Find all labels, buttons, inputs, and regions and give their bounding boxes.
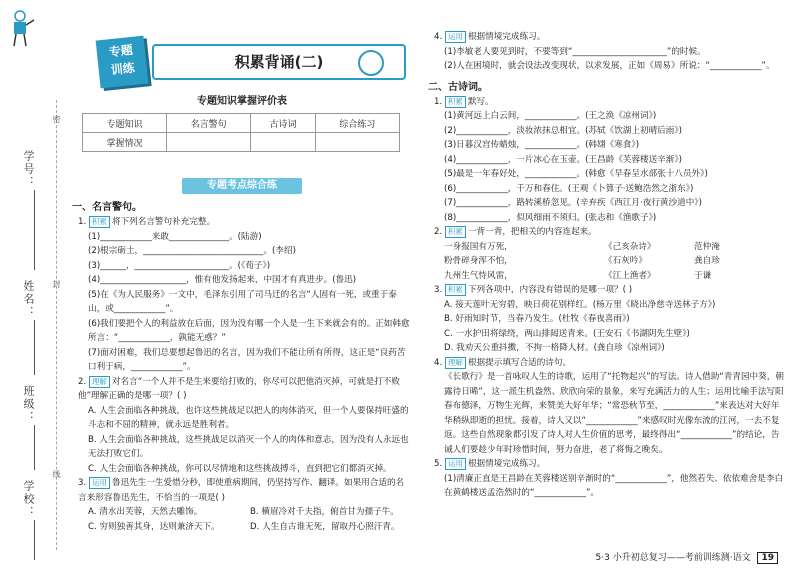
match-item[interactable]: 《己亥杂诗》 — [604, 241, 656, 252]
question-text: 2. 积累 一背一背，把相关的内容连起来。 — [434, 227, 597, 237]
poem-item: (1)黄河远上白云间，____________。(王之涣《凉州词》) — [444, 111, 657, 121]
choice-option[interactable]: B. 横眉冷对千夫指，俯首甘为孺子牛。 — [250, 507, 399, 517]
match-item[interactable]: 一身报国有万死， — [444, 241, 513, 252]
choice-option[interactable]: A. 接天莲叶无穷碧，映日荷花别样红。(杨万里《晓出净慈寺送林子方》) — [444, 299, 716, 310]
poem-item: (2)____________，淡妆浓抹总相宜。(苏轼《饮湖上初晴后雨》) — [444, 125, 683, 136]
question-item: (5)在《为人民服务》一文中，毛泽东引用了司马迁的名言“人固有一死，或重于泰山，或____________”。 — [88, 289, 397, 314]
question-text: 2. 理解 对名言“一个人并不是生来要给打败的，你尽可以把他消灭掉，可就是打不败他”理解正确的是哪一项？( ) — [78, 376, 400, 401]
poem-item: (5)最是一年春好处，____________。(韩愈《早春呈水部张十八员外》) — [444, 169, 708, 179]
poem-item: (8)____________，似风细雨不须归。(张志和《渔歌子》) — [444, 212, 657, 223]
page-header — [72, 30, 412, 90]
choice-option[interactable]: A. 人生会面临各种挑战，也许这些挑战足以把人的肉体消灭，但一个人要保持旺盛的斗志和不屈的精神，就永远是胜利者。 — [88, 405, 409, 430]
question-item: (1)____________来敢______________。(陆游) — [88, 231, 262, 242]
question-type-tag: 积累 — [445, 284, 466, 296]
table-cell: 掌握情况 — [83, 133, 167, 152]
poem-item: (6)____________，千万和春住。(王观《卜算子·送鲍浩然之浙东》) — [444, 183, 694, 194]
question-type-tag: 运用 — [89, 477, 110, 489]
match-item[interactable]: 范仲淹 — [694, 241, 720, 252]
choice-option[interactable]: C. 穷则独善其身，达则兼济天下。 — [88, 521, 220, 532]
name-field[interactable] — [34, 320, 35, 375]
question-text: 3. 运用 鲁迅先生一生爱惜分秒，即使重病期间，仍坚持写作、翻译。如果用合适的名言来形容鲁迅先生，不恰当的一项是( ) — [78, 478, 405, 503]
question-item: (7)面对困难，我们总要想起鲁迅的名言，因为我们不能让所有所得，这正是“良药苦口利于病，____________”。 — [88, 347, 406, 372]
poem-item: (3)日暮汉宫传蜡烛，____________。(韩翃《寒食》) — [444, 140, 640, 150]
question-type-tag: 积累 — [445, 226, 466, 238]
section-heading: 二、古诗词。 — [428, 81, 488, 93]
question-type-tag: 运用 — [445, 458, 466, 470]
question-item: (1)清廉正直是王昌龄在芙蓉楼送别辛渐时的“____________”，他然若失、依依难舍是李白在黄鹤楼送孟浩然时的“____________”。 — [444, 473, 784, 498]
match-item[interactable]: 于谦 — [694, 270, 712, 281]
choice-option[interactable]: A. 清水出芙蓉，天然去雕饰。 — [88, 507, 203, 517]
school-field[interactable] — [34, 520, 35, 560]
choice-option[interactable]: C. 人生会面临各种挑战，你可以尽情地和这些挑战搏斗，直到把它们都消灭掉。 — [88, 463, 392, 474]
footer-text: 5·3 小升初总复习——考前训练测·语文 — [595, 553, 751, 563]
section-ribbon: 专题考点综合练 — [182, 178, 302, 194]
choice-row — [78, 520, 412, 535]
question-type-tag: 积累 — [89, 216, 110, 228]
question-text: 1. 积累 将下列名言警句补充完整。 — [78, 217, 216, 227]
left-column — [72, 30, 412, 534]
choice-row — [78, 505, 412, 520]
choice-option[interactable]: B. 人生会面临各种挑战，这些挑战足以消灭一个人的肉体和意志，因为没有人永远也无法打败它们。 — [88, 434, 409, 459]
table-row — [83, 133, 400, 152]
question-item: (6)我们要把个人的利益放在后面，因为没有哪一个人是一生下来就会有的。正如韩愈所言：“____________，孰能无惑？” — [88, 318, 410, 343]
match-row — [434, 254, 788, 269]
topic-badge — [96, 36, 149, 89]
cut-mark: 封 — [52, 280, 61, 288]
student-figure-icon — [5, 8, 35, 48]
eval-table — [82, 113, 400, 152]
table-cell[interactable] — [251, 133, 316, 152]
page-footer — [596, 550, 778, 564]
match-row — [434, 240, 788, 255]
page-number: 19 — [757, 552, 778, 564]
poem-item: (7)____________，路转溪桥忽见。(辛弃疾《西江月·夜行黄沙道中》) — [444, 198, 702, 208]
passage-text: 《长歌行》是一首咏叹人生的诗歌，运用了“托物起兴”的写法。诗人借助“青青园中葵，朝露待日晞”，这一派生机盎然、欣欣向荣的景象，来写充满活力的人生；运用比喻手法写阳春布德泽，万物生光辉，来赞美大好年华；“常恐秋节至，____________”来表达对大好年华稍纵即逝的担忧。接着，诗人又以“____________”来感叹时光像东流的江河，一去不复返。这些自然现象都引发了诗人对人生价值的思考，最终得出“____________”的结论，告诫人们要趁少年时珍惜时间，努力奋进，老了将悔之晚矣。 — [444, 372, 784, 455]
right-column — [428, 30, 788, 501]
match-item[interactable]: 粉骨碎身浑不怕， — [444, 256, 513, 266]
table-cell: 名言警句 — [167, 114, 251, 133]
cut-line — [56, 100, 57, 550]
match-item[interactable]: 《石灰吟》 — [604, 256, 647, 266]
question-text: 5. 运用 根据情境完成练习。 — [434, 459, 546, 469]
choice-option[interactable]: D. 人生自古谁无死，留取丹心照汗青。 — [250, 521, 400, 532]
student-id-label: 学号： — [22, 150, 35, 189]
question-text: 4. 运用 根据情境完成练习。 — [434, 32, 546, 42]
cut-mark: 线 — [52, 470, 61, 478]
question-item: (2)人在困境时，就会设法改变现状，以求发展，正如《周易》所说：“____________”。 — [444, 61, 775, 71]
question-text: 3. 积累 下列各项中，内容没有错误的是哪一项？( ) — [434, 285, 633, 295]
question-type-tag: 理解 — [89, 376, 110, 388]
match-item[interactable]: 《江上渔者》 — [604, 270, 656, 281]
question-text: 1. 积累 默写。 — [434, 96, 494, 107]
class-field[interactable] — [34, 425, 35, 470]
class-label: 班级： — [22, 385, 35, 424]
page-title: 积累背诵(二) — [152, 44, 406, 80]
match-item[interactable]: 九州生气恃风雷， — [444, 270, 513, 281]
table-cell: 专题知识 — [83, 114, 167, 133]
question-item: (1)李敏老人要见到时，不要等到“______________________”的时候。 — [444, 46, 706, 57]
table-row — [83, 114, 400, 133]
table-cell[interactable] — [315, 133, 399, 152]
question-text: 4. 理解 根据提示填写合适的诗句。 — [434, 357, 572, 368]
question-item: (4)____________________，惟有他发扬起来，中国才有真进步。(鲁迅) — [88, 275, 357, 285]
match-item[interactable]: 龚自珍 — [694, 256, 720, 266]
cut-mark: 密 — [52, 115, 61, 123]
question-type-tag: 运用 — [445, 31, 466, 43]
match-row — [434, 269, 788, 284]
badge-line: 训练 — [110, 60, 136, 78]
choice-option[interactable]: B. 好雨知时节，当春乃发生。(杜牧《春夜喜雨》) — [444, 314, 630, 324]
alarm-clock-icon — [358, 50, 384, 76]
question-item: (3)______，______________________。(《荀子》) — [88, 260, 271, 271]
table-cell: 古诗词 — [251, 114, 316, 133]
choice-option[interactable]: D. 我劝天公重抖擞，不拘一格降人材。(龚自珍《凉州词》) — [444, 343, 665, 353]
question-type-tag: 积累 — [445, 96, 466, 108]
eval-table-title: 专题知识掌握评价表 — [197, 96, 287, 107]
poem-item: (4)____________，一片冰心在玉壶。(王昌龄《芙蓉楼送辛渐》) — [444, 154, 683, 165]
choice-option[interactable]: C. 一水护田将绿绕，两山排闼送青来。(王安石《书湖阴先生壁》) — [444, 328, 690, 339]
section-heading: 一、名言警句。 — [72, 202, 142, 213]
binding-margin — [0, 0, 70, 572]
name-label: 姓名： — [22, 280, 35, 319]
table-cell: 综合练习 — [315, 114, 399, 133]
badge-line: 专题 — [108, 42, 134, 60]
student-id-field[interactable] — [34, 190, 35, 270]
question-type-tag: 理解 — [445, 357, 466, 369]
table-cell[interactable] — [167, 133, 251, 152]
question-item: (2)根宗砺土，____________________________。(李绍) — [88, 246, 296, 256]
school-label: 学校： — [22, 480, 35, 519]
